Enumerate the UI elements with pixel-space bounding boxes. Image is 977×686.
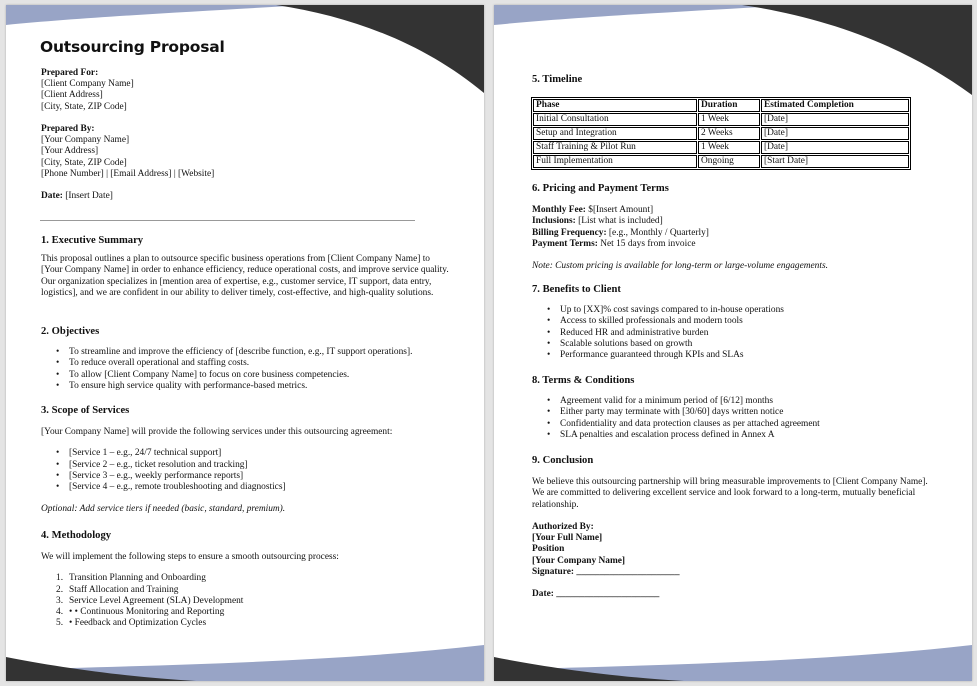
column-header: Estimated Completion bbox=[761, 99, 909, 112]
pricing-line bbox=[532, 216, 952, 227]
methodology-steps bbox=[41, 573, 461, 629]
signature-field bbox=[532, 567, 832, 578]
signature-line: [Your Full Name] bbox=[532, 533, 603, 544]
pricing-label: Inclusions: bbox=[532, 216, 576, 227]
table-cell: [Date] bbox=[761, 127, 909, 140]
prepared-by-line: [Phone Number] | [Email Address] | [Website] bbox=[41, 168, 215, 179]
signature-date-field bbox=[532, 589, 832, 600]
pricing-line bbox=[532, 205, 952, 216]
pricing-line bbox=[532, 228, 952, 239]
step-number: 5. bbox=[56, 618, 64, 629]
top-dark-corner bbox=[276, 5, 484, 93]
conclusion-section bbox=[532, 455, 932, 511]
executive-summary-section bbox=[41, 235, 451, 299]
prepared-for-line: [Client Company Name] bbox=[41, 79, 134, 90]
section-heading: 5. Timeline bbox=[532, 74, 583, 85]
table-cell: Staff Training & Pilot Run bbox=[533, 141, 697, 154]
signature-line: [Your Company Name] bbox=[532, 555, 626, 566]
section-heading: 7. Benefits to Client bbox=[532, 284, 621, 295]
list-item: • [Service 3 – e.g., weekly performance reports] bbox=[41, 471, 461, 482]
signature-blank: ______________________ bbox=[574, 566, 680, 577]
prepared-for-line: [Client Address] bbox=[41, 90, 103, 101]
table-cell: Setup and Integration bbox=[533, 127, 697, 140]
table-cell: [Start Date] bbox=[761, 155, 909, 168]
step-number: 3. bbox=[56, 595, 64, 606]
benefits-section bbox=[532, 284, 952, 361]
objectives-section bbox=[41, 326, 461, 392]
prepared-for-label: Prepared For: bbox=[41, 68, 99, 78]
prepared-by-line: [Your Company Name] bbox=[41, 135, 130, 146]
list-item bbox=[41, 607, 461, 618]
objectives-list bbox=[41, 347, 461, 392]
table-cell: Full Implementation bbox=[533, 155, 697, 168]
step-text: Staff Allocation and Training bbox=[69, 584, 179, 595]
list-item bbox=[41, 596, 461, 607]
step-number: 4. bbox=[56, 607, 64, 618]
pricing-note: Note: Custom pricing is available for long-term or large-volume engagements. bbox=[532, 261, 828, 272]
section-heading: 8. Terms & Conditions bbox=[532, 375, 635, 386]
list-item: • [Service 2 – e.g., ticket resolution and tracking] bbox=[41, 460, 461, 471]
section-heading: 9. Conclusion bbox=[532, 455, 594, 466]
signature-block bbox=[532, 522, 832, 600]
pricing-value: Net 15 days from invoice bbox=[597, 238, 696, 249]
step-number: 2. bbox=[56, 584, 64, 595]
section-paragraph: We believe this outsourcing partnership will bring measurable improvements to [Client Company Name]. We are committed to delivering excellent service and look forward to a long-term, mutually beneficial relationship. bbox=[532, 477, 928, 510]
terms-list bbox=[532, 396, 952, 441]
table-cell: Ongoing bbox=[698, 155, 760, 168]
date-value: [Insert Date] bbox=[62, 191, 113, 201]
pricing-line bbox=[532, 239, 952, 250]
section-heading: 1. Executive Summary bbox=[41, 235, 144, 246]
signature-date-label: Date: bbox=[532, 589, 554, 600]
prepared-for-line: [City, State, ZIP Code] bbox=[41, 101, 127, 112]
pricing-value: [List what is included] bbox=[575, 216, 663, 227]
list-item: • Agreement valid for a minimum period of [6/12] months bbox=[532, 396, 952, 407]
table-cell: [Date] bbox=[761, 113, 909, 126]
scope-section bbox=[41, 405, 461, 515]
list-item: • Confidentiality and data protection clauses as per attached agreement bbox=[532, 419, 952, 430]
pricing-label: Payment Terms: bbox=[532, 238, 598, 249]
top-blue-swoosh bbox=[494, 5, 794, 25]
pricing-value: [e.g., Monthly / Quarterly] bbox=[606, 227, 709, 238]
services-list bbox=[41, 448, 461, 493]
step-text: • Feedback and Optimization Cycles bbox=[69, 618, 207, 629]
top-dark-corner bbox=[742, 5, 972, 95]
section-divider bbox=[40, 220, 415, 221]
document-page-1 bbox=[6, 5, 484, 681]
table-header-row bbox=[533, 99, 909, 112]
prepared-by-line: [City, State, ZIP Code] bbox=[41, 157, 127, 168]
methodology-section bbox=[41, 530, 461, 629]
prepared-for-block bbox=[41, 68, 134, 113]
signature-line: Position bbox=[532, 544, 565, 555]
prepared-by-line: [Your Address] bbox=[41, 146, 99, 157]
step-text: • • Continuous Monitoring and Reporting bbox=[69, 607, 225, 618]
date-label: Date: bbox=[41, 191, 63, 201]
top-blue-swoosh bbox=[6, 5, 306, 25]
list-item bbox=[41, 618, 461, 629]
prepared-by-label: Prepared By: bbox=[41, 124, 95, 134]
list-item: • [Service 1 – e.g., 24/7 technical support] bbox=[41, 448, 461, 459]
pricing-value: $[Insert Amount] bbox=[585, 205, 654, 216]
list-item: • Performance guaranteed through KPIs and SLAs bbox=[532, 350, 952, 361]
section-heading: 2. Objectives bbox=[41, 326, 100, 337]
terms-section bbox=[532, 375, 952, 441]
prepared-by-block bbox=[41, 124, 214, 180]
list-item: • To allow [Client Company Name] to focus on core business competencies. bbox=[41, 370, 461, 381]
column-header: Phase bbox=[533, 99, 697, 112]
list-item: • Scalable solutions based on growth bbox=[532, 339, 952, 350]
list-item: • SLA penalties and escalation process defined in Annex A bbox=[532, 430, 952, 441]
list-item bbox=[41, 585, 461, 596]
column-header: Duration bbox=[698, 99, 760, 112]
signature-label: Signature: bbox=[532, 566, 575, 577]
pricing-label: Billing Frequency: bbox=[532, 227, 607, 238]
timeline-section bbox=[532, 74, 582, 85]
list-item: • Up to [XX]% cost savings compared to in-house operations bbox=[532, 305, 952, 316]
timeline-table bbox=[531, 97, 911, 170]
step-text: Service Level Agreement (SLA) Development bbox=[69, 595, 244, 606]
section-heading: 4. Methodology bbox=[41, 530, 112, 541]
list-item: • To streamline and improve the efficiency of [describe function, e.g., IT support operations]. bbox=[41, 347, 461, 358]
table-cell: [Date] bbox=[761, 141, 909, 154]
pricing-section bbox=[532, 183, 952, 272]
document-page-2 bbox=[494, 5, 972, 681]
section-heading: 3. Scope of Services bbox=[41, 405, 130, 416]
section-paragraph: We will implement the following steps to ensure a smooth outsourcing process: bbox=[41, 552, 339, 563]
step-text: Transition Planning and Onboarding bbox=[69, 573, 206, 584]
list-item: • To ensure high service quality with performance-based metrics. bbox=[41, 381, 461, 392]
table-cell: 2 Weeks bbox=[698, 127, 760, 140]
page-title: Outsourcing Proposal bbox=[40, 38, 225, 56]
table-cell: Initial Consultation bbox=[533, 113, 697, 126]
list-item: • [Service 4 – e.g., remote troubleshooting and diagnostics] bbox=[41, 482, 461, 493]
list-item bbox=[41, 573, 461, 584]
signature-line: Authorized By: bbox=[532, 522, 594, 532]
table-row bbox=[533, 127, 909, 140]
pricing-label: Monthly Fee: bbox=[532, 205, 586, 216]
section-heading: 6. Pricing and Payment Terms bbox=[532, 183, 669, 194]
table-cell: 1 Week bbox=[698, 113, 760, 126]
section-paragraph: This proposal outlines a plan to outsource specific business operations from [Client Company Name] to [Your Company Name] in order to enhance efficiency, reduce operational costs, and improve service quality. Our organization specializes in [mention area of expertise, e.g., customer service, IT support, data entry, logistics], and we are confident in our ability to deliver timely, cost-effective, and high-quality solutions. bbox=[41, 254, 449, 298]
table-cell: 1 Week bbox=[698, 141, 760, 154]
section-paragraph: [Your Company Name] will provide the following services under this outsourcing agreement: bbox=[41, 427, 393, 438]
benefits-list bbox=[532, 305, 952, 361]
step-number: 1. bbox=[56, 573, 64, 584]
table-row bbox=[533, 141, 909, 154]
table-row bbox=[533, 155, 909, 168]
list-item: • To reduce overall operational and staffing costs. bbox=[41, 358, 461, 369]
optional-note: Optional: Add service tiers if needed (basic, standard, premium). bbox=[41, 504, 286, 515]
date-line bbox=[41, 191, 113, 202]
list-item: • Access to skilled professionals and modern tools bbox=[532, 316, 952, 327]
list-item: • Reduced HR and administrative burden bbox=[532, 328, 952, 339]
signature-date-blank: ______________________ bbox=[553, 589, 660, 600]
table-row bbox=[533, 113, 909, 126]
list-item: • Either party may terminate with [30/60] days written notice bbox=[532, 407, 952, 418]
